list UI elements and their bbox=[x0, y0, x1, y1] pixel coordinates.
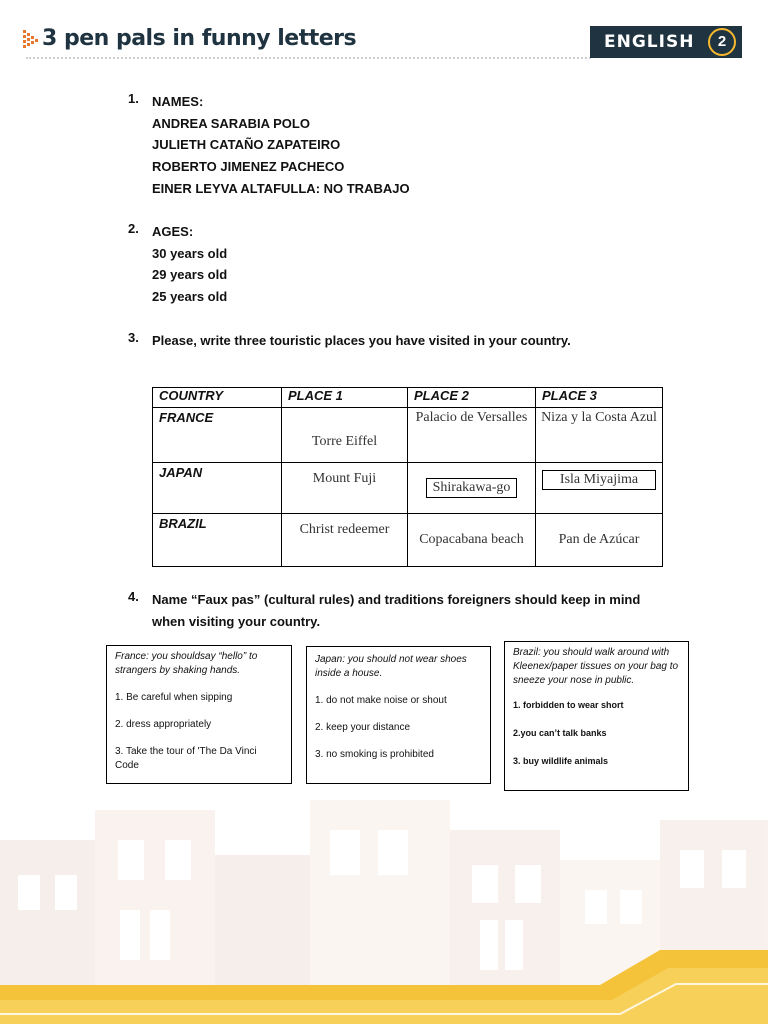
answer-line: JULIETH CATAÑO ZAPATEIRO bbox=[152, 137, 341, 153]
note-item: 1. forbidden to wear short bbox=[513, 700, 624, 710]
country-cell: BRAZIL bbox=[153, 514, 282, 567]
place-text-box: Isla Miyajima bbox=[542, 470, 656, 490]
question-number: 1. bbox=[128, 91, 139, 106]
japan-note-box bbox=[306, 646, 491, 784]
title-divider bbox=[26, 57, 591, 59]
column-header: COUNTRY bbox=[153, 388, 282, 408]
question-heading: Please, write three touristic places you have visited in your country. bbox=[152, 333, 571, 348]
column-header: PLACE 3 bbox=[536, 388, 663, 408]
answer-line: ANDREA SARABIA POLO bbox=[152, 115, 310, 131]
table-row bbox=[153, 463, 663, 514]
answer-line: EINER LEYVA ALTAFULLA: NO TRABAJO bbox=[152, 180, 410, 196]
answer-line: 30 years old bbox=[152, 245, 228, 261]
note-item: 1. Be careful when sipping bbox=[115, 692, 233, 703]
answer-line: ROBERTO JIMENEZ PACHECO bbox=[152, 159, 345, 175]
note-item: 3. buy wildlife animals bbox=[513, 756, 609, 766]
country-cell: JAPAN bbox=[153, 463, 282, 514]
table-row bbox=[153, 408, 663, 463]
question-heading: AGES: bbox=[152, 224, 194, 239]
brazil-note-box bbox=[504, 641, 689, 791]
note-item: 1. do not make noise or shout bbox=[315, 695, 447, 706]
question-heading: Name “Faux pas” (cultural rules) and traditions foreigners should keep in mind bbox=[152, 592, 641, 607]
column-header: PLACE 2 bbox=[408, 388, 536, 408]
course-badge bbox=[590, 26, 742, 58]
place-cell bbox=[536, 463, 663, 514]
note-item: 2. dress appropriately bbox=[115, 719, 212, 730]
question-number: 4. bbox=[128, 589, 139, 604]
question-heading-cont: when visiting your country. bbox=[152, 613, 321, 629]
touristic-places-table bbox=[152, 387, 663, 567]
question-heading: NAMES: bbox=[152, 94, 204, 109]
place-cell: Pan de Azúcar bbox=[536, 514, 663, 567]
note-intro: France: you shouldsay “hello” to strangers by shaking hands. bbox=[115, 651, 258, 676]
dotted-arrow-icon bbox=[23, 30, 39, 52]
question-number: 2. bbox=[128, 221, 139, 236]
place-cell: Palacio de Versalles bbox=[408, 408, 536, 463]
badge-level: 2 bbox=[708, 28, 736, 56]
note-intro: Brazil: you should walk around with Kleenex/paper tissues on your bag to sneeze your nose in public. bbox=[513, 647, 679, 686]
column-header: PLACE 1 bbox=[282, 388, 408, 408]
table-row bbox=[153, 514, 663, 567]
question-number: 3. bbox=[128, 330, 139, 345]
city-street-illustration bbox=[0, 800, 768, 1024]
note-item: 3. no smoking is prohibited bbox=[315, 749, 434, 760]
page-title: 3 pen pals in funny letters bbox=[42, 26, 357, 51]
place-cell bbox=[408, 463, 536, 514]
france-note-box bbox=[106, 645, 292, 784]
badge-label: ENGLISH bbox=[604, 32, 695, 52]
table-header-row bbox=[153, 388, 663, 408]
place-cell: Mount Fuji bbox=[282, 463, 408, 514]
place-text-box: Shirakawa-go bbox=[426, 478, 518, 498]
place-cell: Christ redeemer bbox=[282, 514, 408, 567]
place-cell: Torre Eiffel bbox=[282, 408, 408, 463]
answer-line: 29 years old bbox=[152, 267, 228, 283]
place-cell: Copacabana beach bbox=[408, 514, 536, 567]
page-header bbox=[0, 0, 768, 64]
note-item: 2.you can’t talk banks bbox=[513, 728, 607, 738]
country-cell: FRANCE bbox=[153, 408, 282, 463]
note-item: 2. keep your distance bbox=[315, 722, 411, 733]
answer-line: 25 years old bbox=[152, 289, 228, 305]
note-intro: Japan: you should not wear shoes inside a house. bbox=[315, 654, 467, 679]
note-item: 3. Take the tour of 'The Da Vinci Code bbox=[115, 746, 257, 771]
place-cell: Niza y la Costa Azul bbox=[536, 408, 663, 463]
